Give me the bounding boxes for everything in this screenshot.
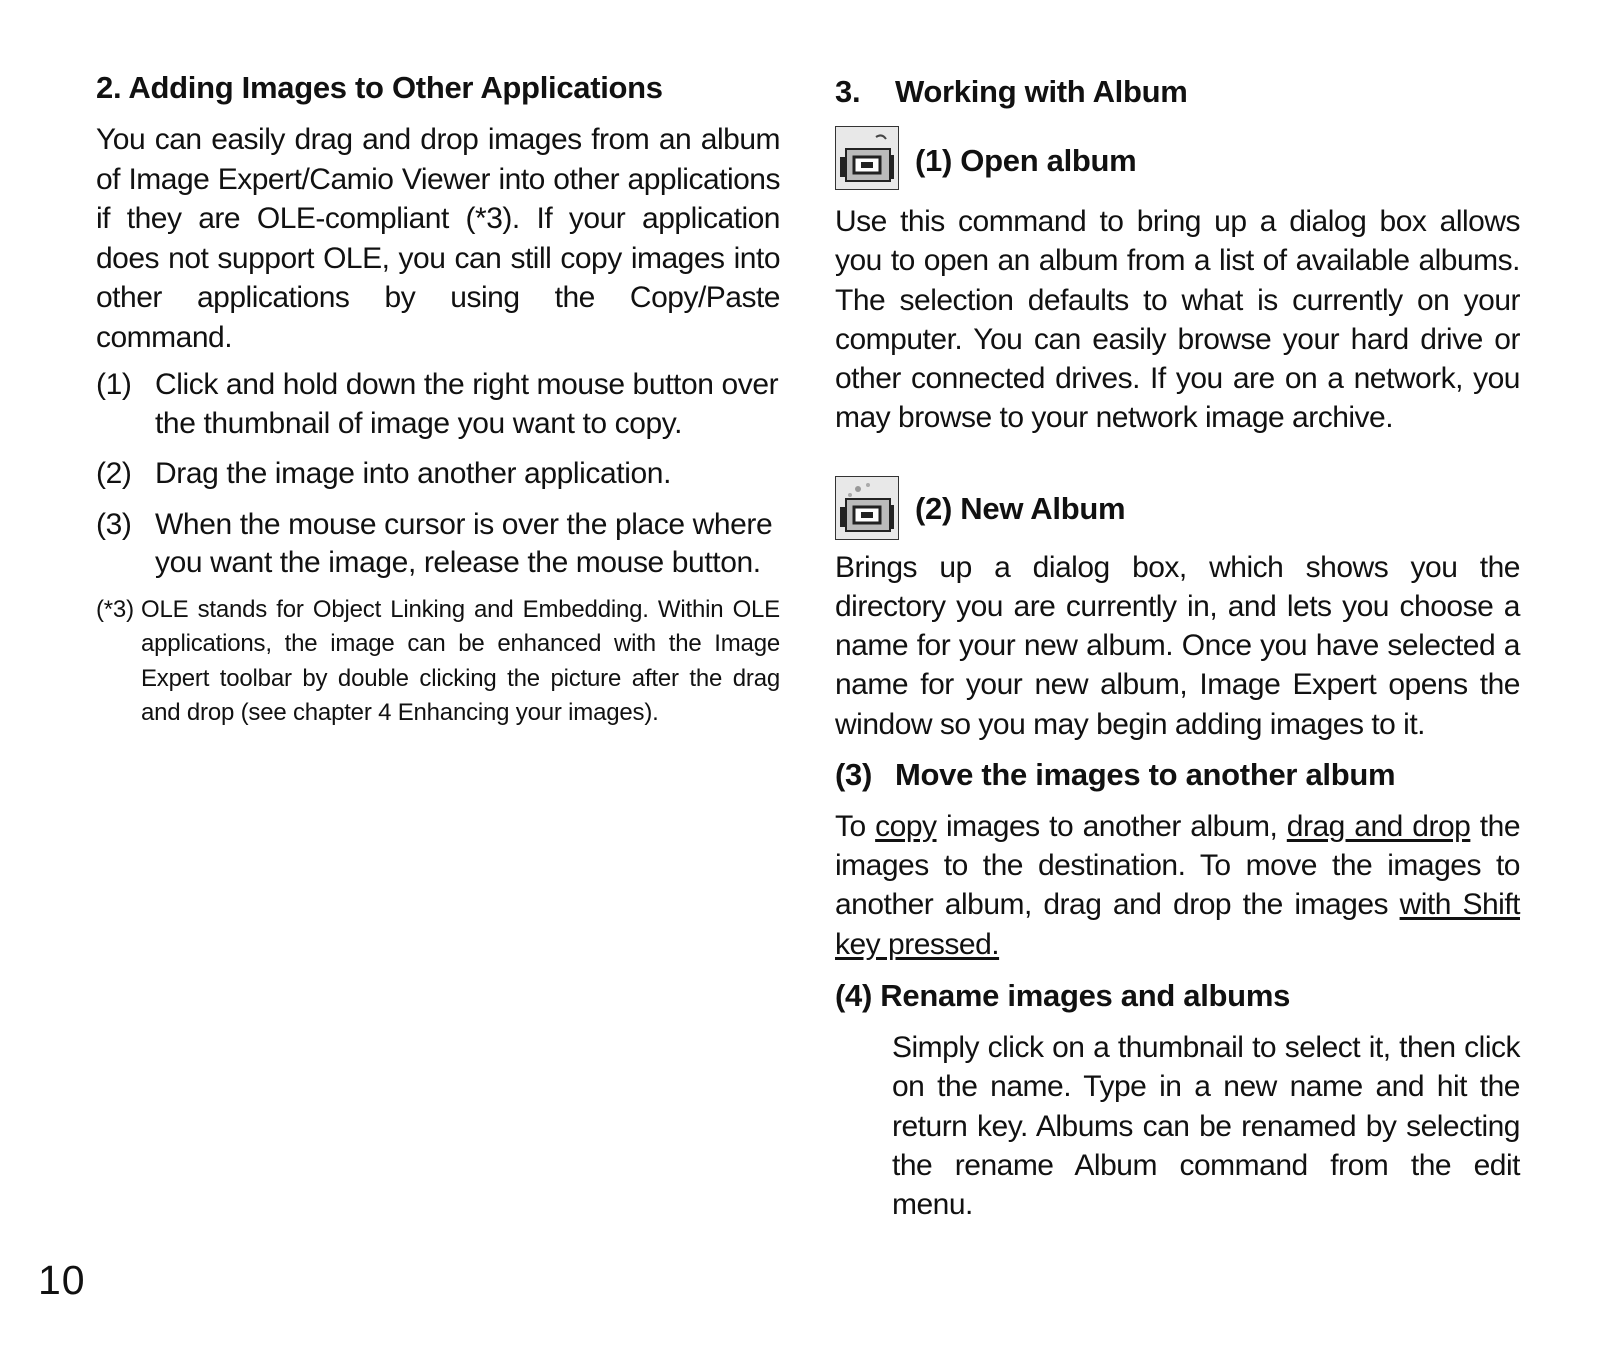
open-album-icon[interactable] (835, 126, 899, 190)
rename-heading: (4) Rename images and albums (835, 977, 1291, 1013)
intro-paragraph: You can easily drag and drop images from an album of Image Expert/Camio Viewer into other applications if they are OLE-compliant (*3). If your application does not support OLE, you can still copy images into other applications by using the Copy/Paste command. (96, 123, 780, 354)
open-album-text: Use this command to bring up a dialog box allows you to open an album from a list of available albums. The selection defaults to what is currently on your computer. You can easily browse your hard drive or other connected drives. If you are on a network, you may browse to your network image archive. (835, 205, 1520, 435)
section-number: 3. (835, 74, 861, 109)
shift-key-underline: with Shift key pressed. (835, 888, 1520, 961)
left-column (96, 0, 780, 731)
section-heading-adding-images: 2. Adding Images to Other Applications (96, 70, 663, 105)
step-text: Drag the image into another application. (155, 457, 672, 490)
step-number: (3) (96, 507, 132, 541)
move-images-text: To copy images to another album, drag and drop the images to the destination. To move the images to another album, drag and drop the images with Shift key pressed. (835, 809, 1520, 961)
new-album-text: Brings up a dialog box, which shows you the directory you are currently in, and lets you choose a name for your new album. Once you have selected a name for your new album, Image Expert opens the window so you may begin adding images to it. (835, 550, 1520, 741)
section-heading-working-with-album (835, 74, 1520, 110)
move-images-number: (3) (835, 756, 872, 792)
footnote-marker: (*3) (96, 595, 134, 623)
open-album-header (835, 126, 1520, 192)
footnote-text: OLE stands for Object Linking and Embedding. Within OLE applications, the image can be enhanced with the Image Expert toolbar by double clicking the picture after the drag and drop (see chapter 4 Enhancing your images). (141, 595, 780, 726)
section-title: Working with Album (895, 74, 1188, 109)
move-images-title: Move the images to another album (895, 756, 1396, 792)
move-images-heading (835, 757, 1520, 793)
copy-underline: copy (875, 809, 937, 843)
new-album-header (835, 476, 1520, 542)
steps-list (96, 366, 780, 583)
step-number: (2) (96, 457, 132, 490)
step-text: When the mouse cursor is over the place where you want the image, release the mouse button. (155, 507, 773, 579)
list-item (96, 455, 780, 494)
page-number: 10 (38, 1257, 86, 1303)
list-item (96, 506, 780, 583)
drag-and-drop-underline: drag and drop (1286, 809, 1471, 843)
list-item (96, 366, 780, 443)
new-album-title: (2) New Album (915, 490, 1126, 526)
rename-text: Simply click on a thumbnail to select it, then click on the name. Type in a new name and hit the return key. Albums can be renamed by selecting the rename Album command from the edit menu. (892, 1030, 1520, 1222)
footnote (96, 593, 780, 731)
new-album-icon[interactable] (835, 476, 899, 540)
right-column (835, 0, 1520, 1224)
step-number: (1) (96, 368, 132, 401)
open-album-title: (1) Open album (915, 143, 1137, 178)
step-text: Click and hold down the right mouse button over the thumbnail of image you want to copy. (155, 368, 779, 440)
